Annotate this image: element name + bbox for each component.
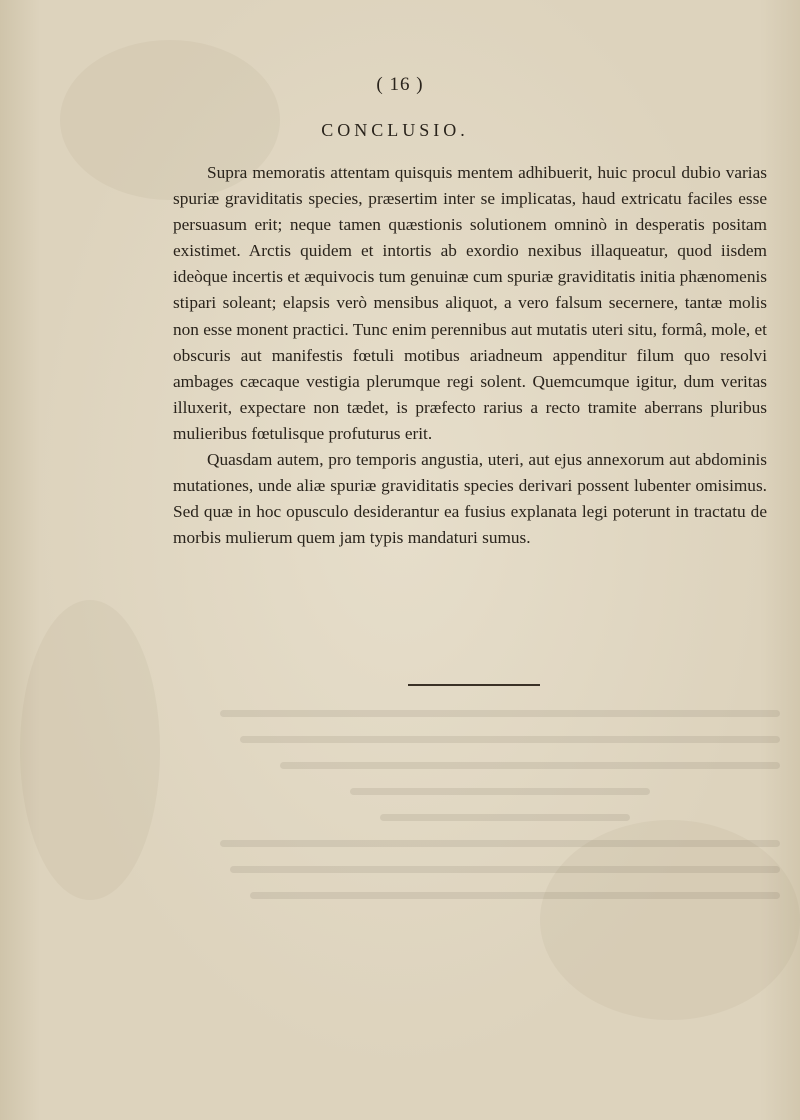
show-through-line <box>240 736 780 743</box>
paper-stain <box>20 600 160 900</box>
show-through-line <box>380 814 630 821</box>
page-number: ( 16 ) <box>376 74 424 95</box>
paragraph: Quasdam autem, pro temporis angustia, uteri, aut ejus annexorum aut abdominis mutationes, unde aliæ spuriæ graviditatis species derivari possent lubenter omisimus. Sed quæ in hoc opusculo desiderantur ea fusius explanata legi poterunt in tractatu de morbis mulierum quem jam typis mandaturi sumus. <box>173 450 767 548</box>
show-through-line <box>220 710 780 717</box>
show-through-line <box>280 762 780 769</box>
section-end-rule <box>408 684 540 686</box>
show-through-line <box>350 788 650 795</box>
paragraph: Supra memoratis attentam quisquis mentem adhibuerit, huic procul dubio varias spuriæ graviditatis species, præsertim inter se implicatas, haud extricatu faciles esse persuasum erit; neque tamen quæstionis solutionem omninò in desperatis positam existimet. Arctis quidem et intortis ab exordio nexibus illaqueatur, quod iisdem ideòque incertis et æquivocis tum genuinæ cum spuriæ graviditatis initia phænomenis stipari soleant; elapsis verò mensibus aliquot, a vero falsum secernere, tantæ molis non esse monent practici. Tunc enim perennibus aut mutatis uteri situ, formâ, mole, et obscuris aut manifestis fœtuli motibus ariadneum appenditur filum quo resolvi ambages cæcaque vestigia plerumque regi solent. Quemcumque igitur, dum veritas illuxerit, expectare non tædet, is præfecto rarius a recto tramite aberrans pluribus mulieribus fœtulisque profuturus erit. <box>173 163 767 443</box>
paper-stain <box>540 820 800 1020</box>
body-text <box>173 160 767 551</box>
section-heading: CONCLUSIO. <box>321 120 469 140</box>
